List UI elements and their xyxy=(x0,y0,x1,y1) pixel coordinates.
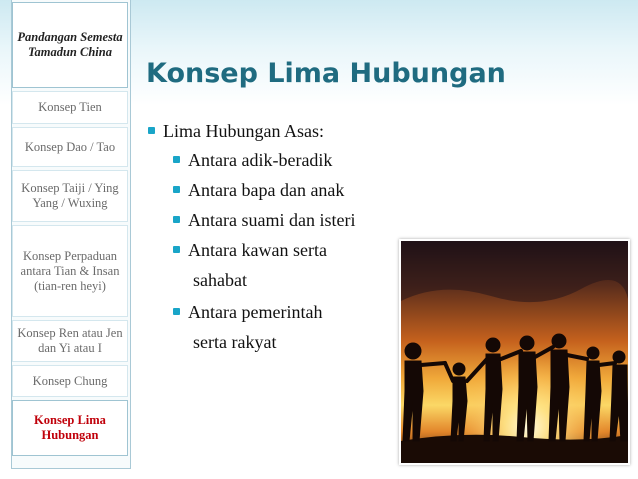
sunset-silhouette-photo xyxy=(399,239,630,465)
subbullet-continuation: sahabat xyxy=(193,270,247,290)
subbullet-text: Antara bapa dan anak xyxy=(188,180,345,200)
subbullet-item xyxy=(173,210,355,231)
bullet-marker-icon xyxy=(173,246,180,253)
photo-illustration xyxy=(401,241,628,463)
sidebar-item-konsep-dao[interactable] xyxy=(12,127,128,167)
sidebar-item-konsep-ren[interactable] xyxy=(12,320,128,362)
bullet-marker-icon xyxy=(173,156,180,163)
sidebar-item-label: Konsep Dao / Tao xyxy=(24,139,116,154)
bullet-marker-icon xyxy=(173,216,180,223)
bullet-marker-icon xyxy=(173,308,180,315)
subbullet-item xyxy=(173,240,327,261)
sidebar-item-label: Konsep Tien xyxy=(38,100,102,114)
sidebar-item-konsep-perpaduan[interactable] xyxy=(12,225,128,317)
bullet-text: Lima Hubungan Asas: xyxy=(163,121,324,141)
bullet-marker-icon xyxy=(148,127,155,134)
slide-title: Konsep Lima Hubungan xyxy=(146,58,506,89)
sidebar-title-label: Pandangan Semesta Tamadun China xyxy=(17,30,123,59)
subbullet-text: Antara adik-beradik xyxy=(188,150,333,170)
sidebar-item-label: Konsep Lima Hubungan xyxy=(34,413,106,442)
sidebar-item-konsep-taiji[interactable] xyxy=(12,170,128,222)
sidebar-item-label: Konsep Chung xyxy=(32,373,108,388)
sidebar-item-konsep-chung[interactable] xyxy=(12,365,128,397)
subbullet-text: Antara suami dan isteri xyxy=(188,210,356,230)
bullet-marker-icon xyxy=(173,186,180,193)
sidebar-item-label: Konsep Perpaduan antara Tian & Insan (tian-ren heyi) xyxy=(20,248,120,293)
sidebar-item-label: Konsep Ren atau Jen dan Yi atau I xyxy=(17,326,123,355)
subbullet-text: Antara pemerintah xyxy=(188,302,323,322)
sidebar-item-konsep-lima-hubungan[interactable] xyxy=(12,400,128,456)
subbullet-item xyxy=(173,302,322,323)
sidebar xyxy=(0,0,140,479)
subbullet-text: Antara kawan serta xyxy=(188,240,327,260)
sidebar-item-konsep-tien[interactable] xyxy=(12,91,128,124)
sidebar-item-label: Konsep Taiji / Ying Yang / Wuxing xyxy=(21,181,119,210)
subbullet-item xyxy=(173,180,344,201)
sidebar-title[interactable] xyxy=(12,2,128,88)
subbullet-continuation: serta rakyat xyxy=(193,332,277,352)
subbullet-item xyxy=(173,150,332,171)
bullet-item xyxy=(148,121,324,142)
